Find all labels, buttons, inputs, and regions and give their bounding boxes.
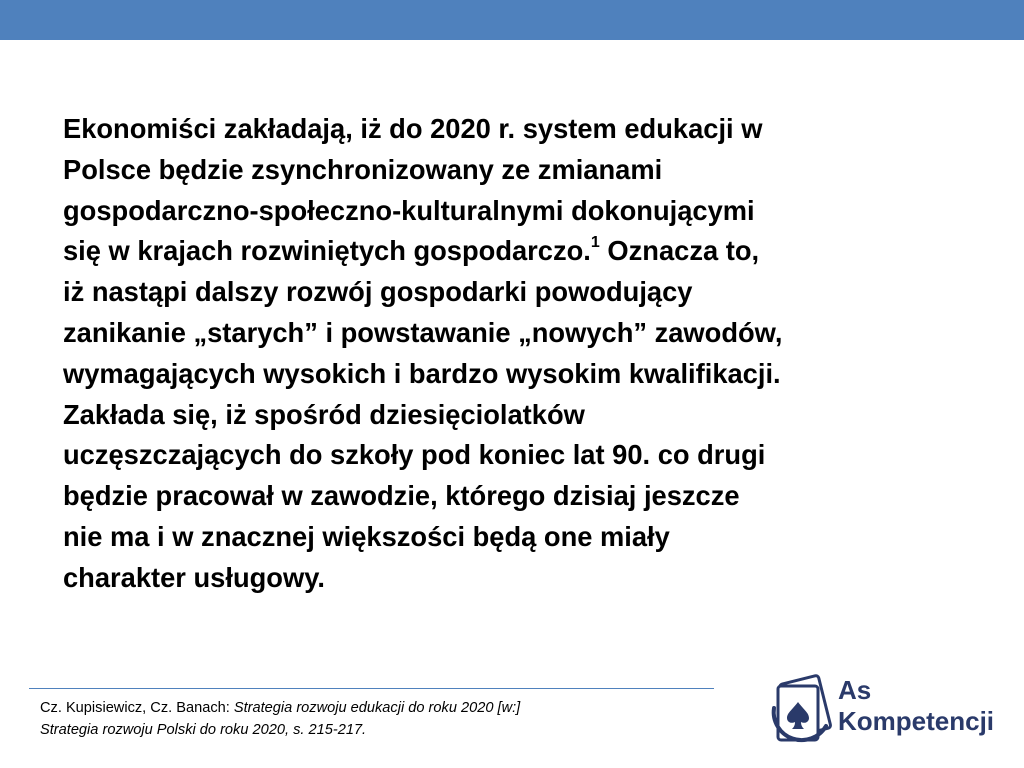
logo-line-2: Kompetencji [838, 706, 995, 736]
footnote-title-part-2: Strategia rozwoju Polski do roku 2020, s. 215-217. [40, 722, 367, 738]
body-line-2: Polsce będzie zsynchronizowany ze zmianami [63, 153, 663, 185]
slide-body-text [63, 109, 973, 599]
footnote-marker: 1 [590, 234, 600, 252]
body-line-9: uczęszczających do szkoły pod koniec lat 90. co drugi [63, 439, 766, 471]
logo-line-1: As [838, 675, 872, 705]
footnote-title-part-1: Strategia rozwoju edukacji do roku 2020 [w:] [233, 700, 521, 716]
spade-card-icon [768, 670, 834, 750]
logo-wordmark [838, 675, 994, 737]
body-line-4-text: się w krajach rozwiniętych gospodarczo. [63, 235, 591, 267]
top-bar [0, 0, 1024, 40]
footnote [40, 697, 730, 741]
body-line-11: nie ma i w znacznej większości będą one miały [63, 520, 670, 552]
body-line-5: iż nastąpi dalszy rozwój gospodarki powodujący [63, 276, 693, 308]
body-line-7: wymagających wysokich i bardzo wysokim kwalifikacji. [63, 357, 781, 389]
footnote-divider [29, 688, 714, 689]
body-line-4-continuation: Oznacza to, [599, 235, 760, 267]
footnote-line-1 [40, 697, 730, 719]
body-line-10: będzie pracował w zawodzie, którego dzisiaj jeszcze [63, 480, 740, 512]
body-line-4 [63, 231, 973, 272]
body-line-3: gospodarczno-społeczno-kulturalnymi dokonującymi [63, 194, 755, 226]
footnote-authors: Cz. Kupisiewicz, Cz. Banach: [40, 700, 234, 716]
body-line-8: Zakłada się, iż spośród dziesięciolatków [63, 398, 585, 430]
body-line-12: charakter usługowy. [63, 561, 325, 593]
body-line-1: Ekonomiści zakładają, iż do 2020 r. system edukacji w [63, 113, 763, 144]
as-kompetencji-logo [768, 670, 1004, 750]
footnote-line-2 [40, 719, 730, 741]
body-line-6: zanikanie „starych” i powstawanie „nowych” zawodów, [63, 316, 783, 348]
